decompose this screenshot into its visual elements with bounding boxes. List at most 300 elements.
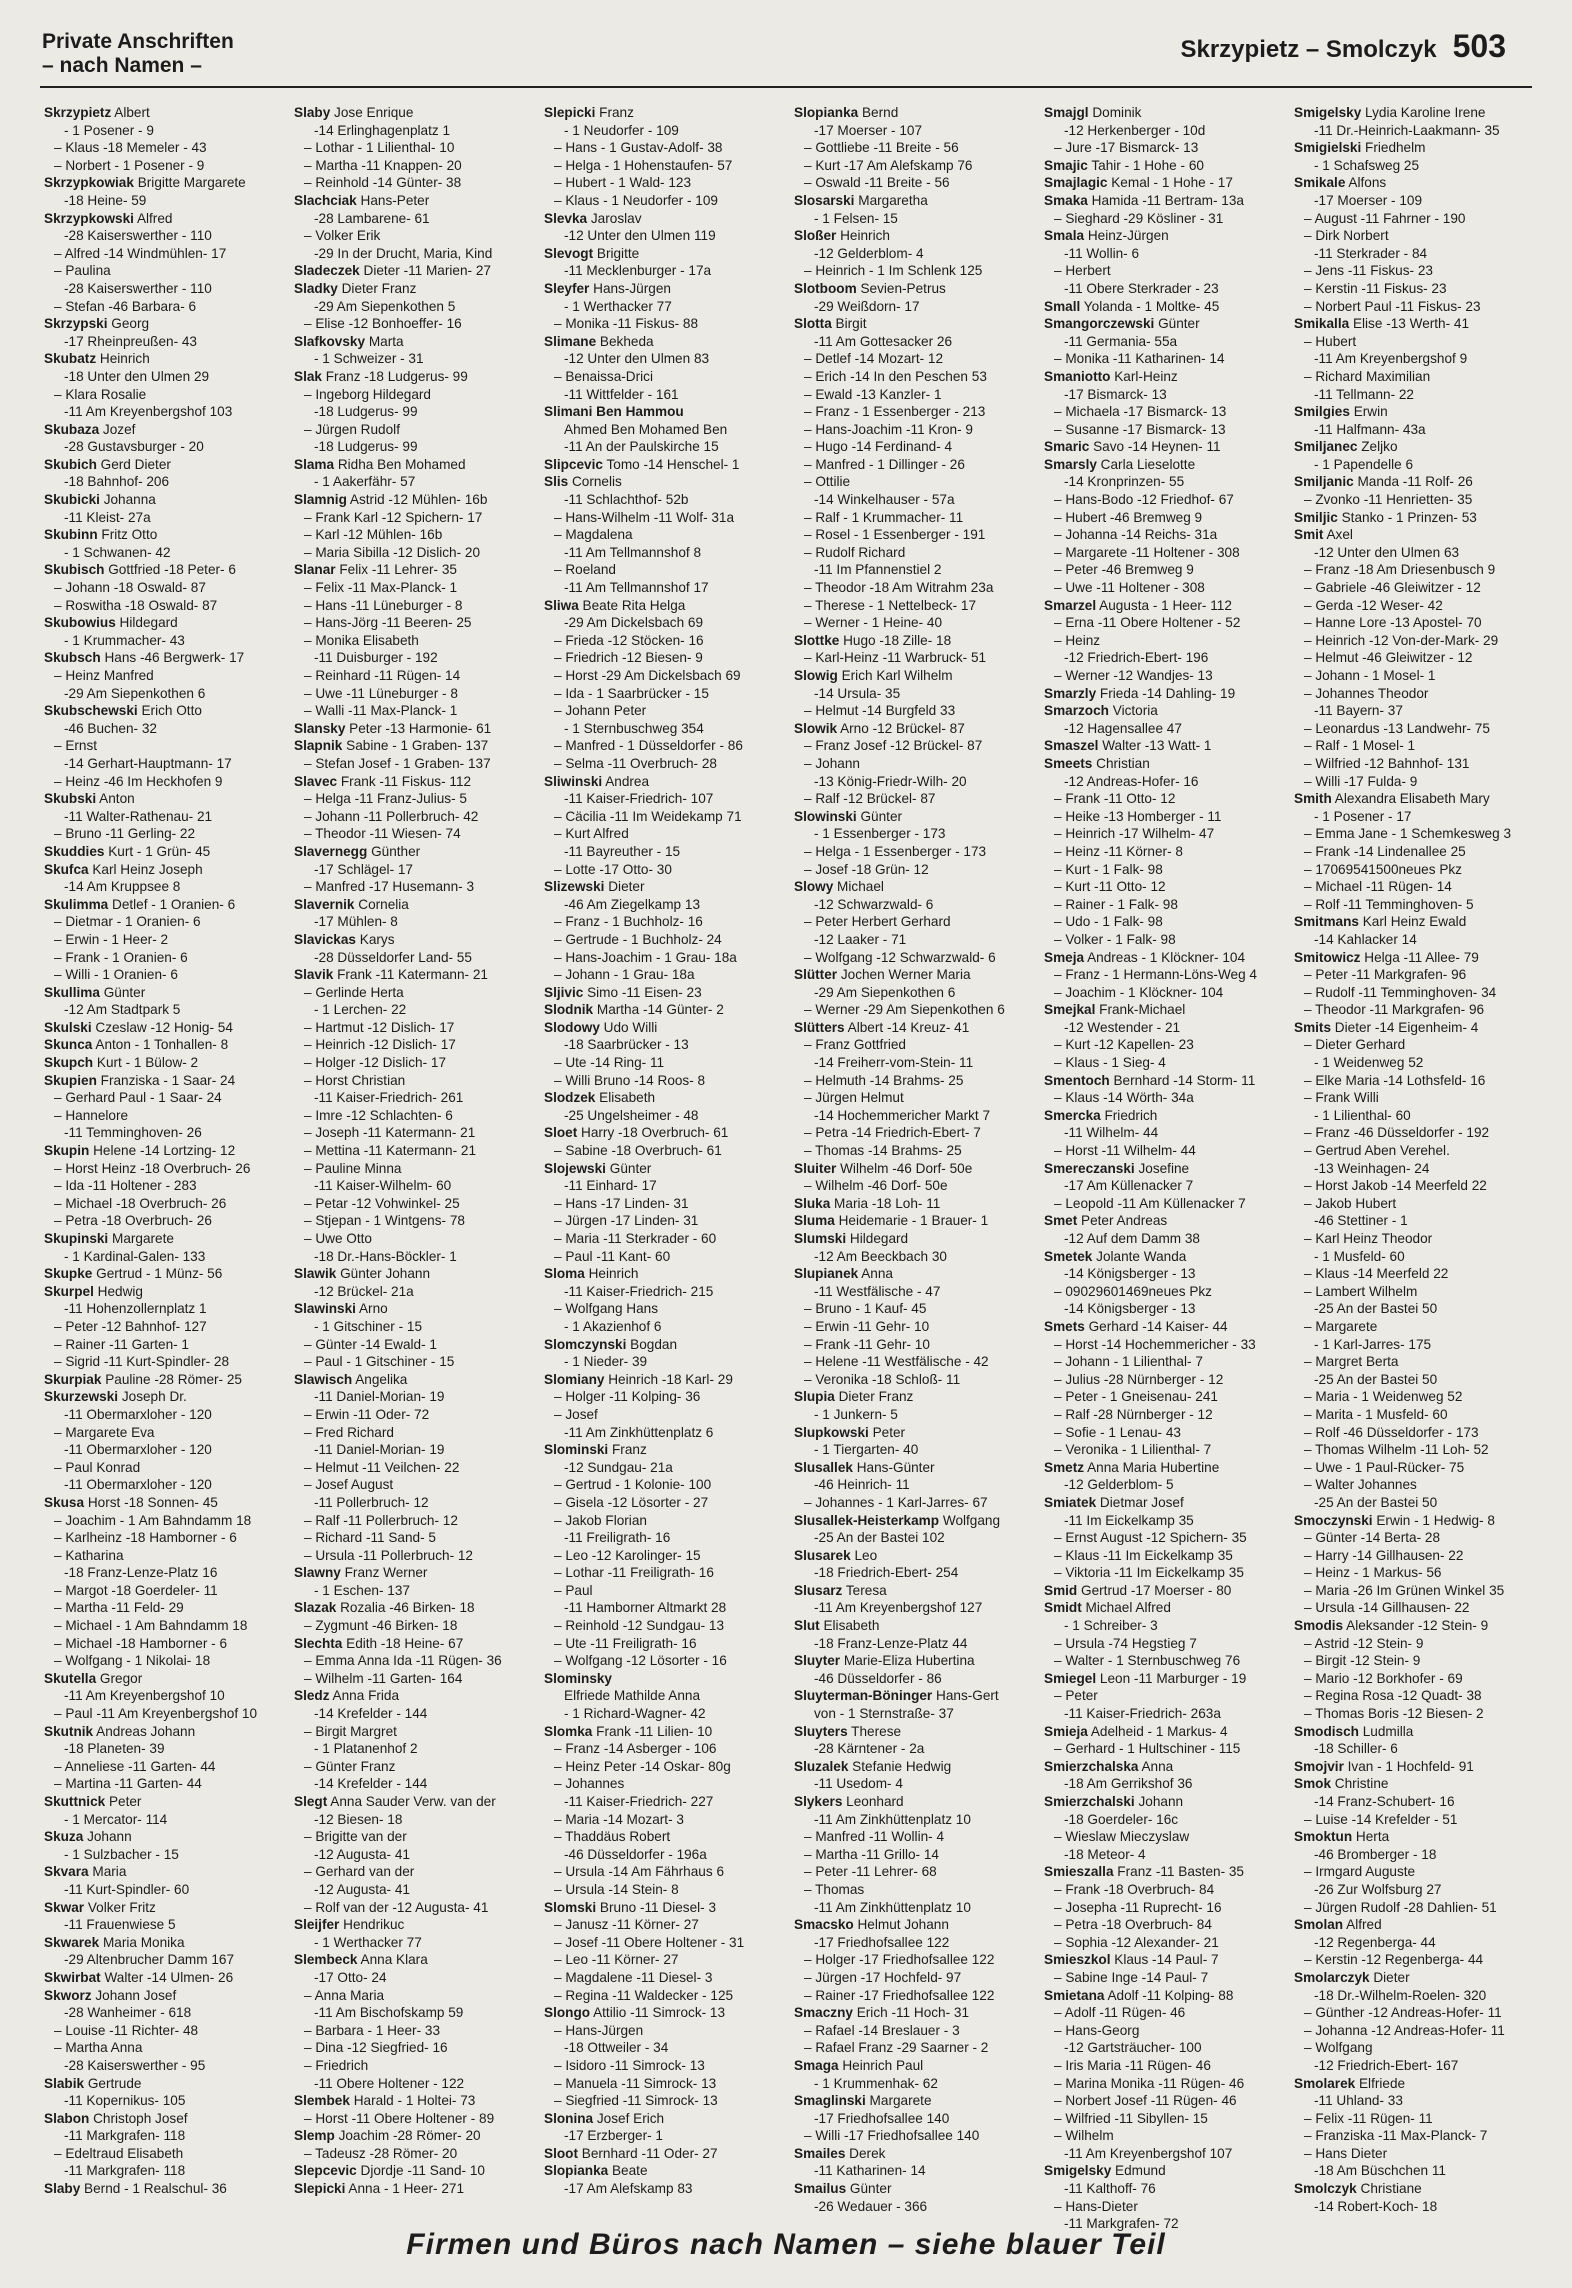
directory-columns: [44, 104, 1534, 2232]
surname: Skupien: [44, 1072, 97, 1088]
directory-entry: Smereczanski Josefine: [1044, 1160, 1190, 1176]
directory-entry: – Willi Bruno -14 Roos- 8: [554, 1072, 706, 1088]
directory-entry: – Wilfried -12 Bahnhof- 131: [1304, 755, 1470, 771]
directory-entry: Smentoch Bernhard -14 Storm- 11: [1044, 1072, 1256, 1088]
surname: Skulski: [44, 1019, 92, 1035]
surname: Sladeczek: [294, 263, 360, 279]
directory-entry: – Joachim - 1 Am Bahndamm 18: [54, 1512, 252, 1528]
surname: Skunca: [44, 1037, 93, 1053]
directory-entry: – Werner -29 Am Siepenkothen 6: [804, 1002, 1005, 1018]
directory-entry: Slupkowski Peter: [794, 1424, 906, 1440]
directory-entry: – Jakob Hubert: [1304, 1195, 1397, 1211]
directory-entry: -14 Königsberger - 13: [1064, 1266, 1196, 1282]
directory-entry: - 1 Schreiber- 3: [1064, 1618, 1158, 1634]
surname: Smiljic: [1294, 509, 1338, 525]
directory-entry: – Johann - 1 Mosel- 1: [1304, 668, 1436, 683]
directory-entry: Smojvir Ivan - 1 Hochfeld- 91: [1294, 1758, 1474, 1774]
directory-entry: – Peter -46 Bremweg 9: [1054, 562, 1194, 578]
directory-entry: -14 Franz-Schubert- 16: [1314, 1794, 1455, 1809]
column-2: [294, 104, 534, 2208]
surname: Slavernik: [294, 896, 355, 912]
directory-entry: Sliwinski Andrea: [544, 773, 650, 789]
directory-entry: – Hans-Wilhelm -11 Wolf- 31a: [554, 509, 735, 525]
surname: Slopianka: [794, 105, 859, 120]
directory-entry: -11 Am Kreyenbergshof 103: [64, 404, 233, 420]
directory-entry: Smaszel Walter -13 Watt- 1: [1044, 738, 1212, 754]
directory-entry: – Peter: [1054, 1688, 1098, 1704]
surname: Skuza: [44, 1829, 84, 1845]
directory-entry: Slawik Günter Johann: [294, 1266, 431, 1282]
surname: Skurpiak: [44, 1371, 102, 1387]
directory-entry: -46 Stettiner - 1: [1314, 1213, 1408, 1229]
directory-entry: – Uwe - 1 Paul-Rücker- 75: [1304, 1459, 1465, 1475]
surname: Smigelsky: [1294, 105, 1362, 120]
surname: Sladky: [294, 280, 338, 296]
directory-entry: – Manuela -11 Simrock- 13: [554, 2075, 717, 2091]
directory-entry: Slusarz Teresa: [794, 1582, 887, 1598]
directory-entry: – Uwe -11 Holtener - 308: [1054, 580, 1205, 596]
directory-entry: -12 Unter den Ulmen 119: [564, 228, 716, 244]
directory-entry: – Ursula -74 Hegstieg 7: [1054, 1635, 1197, 1651]
directory-entry: – Paulina: [54, 263, 111, 279]
surname: Slepicki: [544, 105, 596, 120]
directory-entry: Slodowy Udo Willi: [544, 1019, 658, 1035]
directory-entry: -11 Bayreuther - 15: [564, 843, 681, 859]
directory-entry: -18 Unter den Ulmen 29: [64, 368, 210, 384]
directory-entry: -11 Am Kreyenbergshof 10: [64, 1688, 225, 1704]
directory-entry: – Viktoria -11 Im Eickelkamp 35: [1054, 1565, 1244, 1581]
directory-entry: Slamnig Astrid -12 Mühlen- 16b: [294, 492, 488, 508]
directory-entry: – Ottilie: [804, 474, 851, 490]
directory-entry: – Felix -11 Rügen- 11: [1304, 2110, 1433, 2126]
directory-entry: Slis Cornelis: [544, 474, 622, 490]
directory-entry: – Sofie - 1 Lenau- 43: [1054, 1424, 1181, 1440]
directory-entry: – Johann: [804, 755, 860, 771]
directory-entry: – Siegfried -11 Simrock- 13: [554, 2093, 718, 2109]
directory-entry: -18 Planeten- 39: [64, 1741, 165, 1757]
directory-entry: -11 Kleist- 27a: [64, 509, 151, 525]
directory-entry: – Kerstin -12 Regenberga- 44: [1304, 1952, 1484, 1968]
surname: Smieszalla: [1044, 1864, 1114, 1880]
directory-entry: Skutella Gregor: [44, 1670, 143, 1686]
directory-entry: -28 Düsseldorfer Land- 55: [314, 949, 472, 965]
surname: Sluka: [794, 1195, 831, 1211]
directory-entry: Smikale Alfons: [1294, 175, 1387, 191]
directory-entry: -11 Kopernikus- 105: [64, 2093, 186, 2109]
directory-entry: – Felix -11 Max-Planck- 1: [304, 580, 458, 596]
directory-entry: -11 Einhard- 17: [564, 1178, 657, 1194]
directory-entry: Skulimma Detlef - 1 Oranien- 6: [44, 896, 236, 912]
directory-entry: – Ralf -28 Nürnberger - 12: [1054, 1406, 1213, 1422]
directory-entry: Sluzalek Stefanie Hedwig: [794, 1758, 952, 1774]
directory-entry: – Karl-Heinz -11 Warbruck- 51: [804, 650, 987, 666]
directory-entry: – Peter - 1 Gneisenau- 241: [1054, 1389, 1218, 1405]
directory-entry: – Margarete -11 Holtener - 308: [1054, 544, 1240, 560]
surname: Slama: [294, 456, 335, 472]
directory-entry: – Anneliese -11 Garten- 44: [54, 1758, 216, 1774]
directory-entry: – Oswald -11 Breite - 56: [804, 175, 950, 191]
surname: Sledz: [294, 1688, 330, 1704]
directory-entry: -18 Bahnhof- 206: [64, 474, 170, 490]
directory-entry: -11 Kaiser-Wilhelm- 60: [314, 1178, 452, 1194]
surname: Slepcevic: [294, 2163, 357, 2179]
directory-entry: Slottke Hugo -18 Zille- 18: [794, 632, 952, 648]
directory-entry: – Hanne Lore -13 Apostel- 70: [1304, 615, 1482, 631]
directory-entry: – Thomas Boris -12 Biesen- 2: [1304, 1706, 1484, 1722]
directory-entry: – Manfred -11 Wollin- 4: [804, 1829, 945, 1845]
directory-entry: – Rainer - 1 Falk- 98: [1054, 896, 1178, 912]
directory-entry: -18 Dr.-Wilhelm-Roelen- 320: [1314, 1987, 1487, 2003]
directory-entry: – Helmut -14 Burgfeld 33: [804, 703, 956, 719]
directory-entry: -11 Obere Sterkrader - 23: [1064, 280, 1219, 296]
directory-entry: – Herbert: [1054, 263, 1111, 279]
surname: Slowik: [794, 720, 838, 736]
directory-entry: Smodisch Ludmilla: [1294, 1723, 1414, 1739]
directory-entry: -11 Kaiser-Friedrich- 263a: [1064, 1706, 1221, 1722]
directory-entry: – Friedrich -12 Biesen- 9: [554, 650, 703, 666]
surname: Smolan: [1294, 1917, 1344, 1933]
surname: Skwar: [44, 1899, 85, 1915]
directory-entry: – Sophia -12 Alexander- 21: [1054, 1934, 1219, 1950]
directory-entry: Slembeck Anna Klara: [294, 1952, 428, 1968]
directory-entry: - 1 Tiergarten- 40: [814, 1442, 919, 1458]
surname: Slowig: [794, 668, 838, 683]
directory-entry: – Hans Dieter: [1304, 2145, 1388, 2161]
directory-entry: – Magdalena: [554, 527, 633, 543]
directory-entry: -14 Krefelder - 144: [314, 1776, 428, 1792]
directory-entry: – Rainer -11 Garten- 1: [54, 1336, 189, 1352]
directory-entry: – Theodor -18 Am Witrahm 23a: [804, 580, 994, 596]
directory-entry: -17 Schlägel- 17: [314, 861, 413, 877]
column-5: [1044, 104, 1284, 2232]
surname: Smeets: [1044, 755, 1093, 771]
surname: Smigielski: [1294, 140, 1362, 156]
directory-entry: - 1 Neudorfer - 109: [564, 122, 679, 138]
surname: Skwarek: [44, 1934, 100, 1950]
directory-entry: – Rudolf Richard: [804, 544, 906, 560]
directory-entry: – Klaus -14 Meerfeld 22: [1304, 1266, 1449, 1282]
surname: Slavernegg: [294, 843, 368, 859]
directory-entry: - 1 Posener - 9: [64, 122, 154, 138]
surname: Slawik: [294, 1266, 337, 1282]
directory-entry: -25 Ungelsheimer - 48: [564, 1107, 699, 1123]
directory-entry: – Willi -17 Fulda- 9: [1304, 773, 1418, 789]
directory-entry: – Horst -14 Hochemmericher - 33: [1054, 1336, 1256, 1352]
directory-entry: – Frank -11 Gehr- 10: [804, 1336, 930, 1352]
directory-entry: – Anna Maria: [304, 1987, 385, 2003]
directory-entry: -18 Schiller- 6: [1314, 1741, 1398, 1757]
directory-entry: – Hans-Joachim -11 Kron- 9: [804, 421, 973, 437]
directory-entry: -11 Markgrafen- 118: [64, 2163, 186, 2179]
directory-entry: Skwarek Maria Monika: [44, 1934, 185, 1950]
directory-entry: - 1 Lilienthal- 60: [1314, 1107, 1411, 1123]
directory-entry: – Jürgen -17 Linden- 31: [554, 1213, 699, 1229]
surname: Skuttnick: [44, 1794, 106, 1809]
surname: Slomka: [544, 1723, 593, 1739]
directory-entry: – Willi - 1 Oranien- 6: [54, 967, 178, 983]
directory-entry: – Franz Gottfried: [804, 1037, 906, 1053]
directory-entry: Slusarek Leo: [794, 1547, 878, 1563]
directory-entry: – Josef: [554, 1406, 598, 1422]
directory-entry: – Martha -11 Grillo- 14: [804, 1846, 939, 1862]
directory-entry: -12 Unter den Ulmen 83: [564, 351, 710, 367]
directory-entry: -26 Zur Wolfsburg 27: [1314, 1881, 1442, 1897]
directory-entry: Slizewski Dieter: [544, 879, 645, 895]
directory-entry: - 1 Lerchen- 22: [314, 1002, 407, 1018]
directory-entry: – Hubert: [1304, 333, 1357, 349]
directory-entry: Skubsch Hans -46 Bergwerk- 17: [44, 650, 245, 666]
directory-entry: – Stjepan - 1 Wintgens- 78: [304, 1213, 465, 1229]
directory-entry: – Ewald -13 Kanzler- 1: [804, 386, 942, 402]
directory-entry: Skubatz Heinrich: [44, 351, 150, 367]
directory-entry: -18 Ludgerus- 99: [314, 404, 418, 420]
directory-entry: Smaric Savo -14 Heynen- 11: [1044, 439, 1221, 455]
directory-entry: - 1 Junkern- 5: [814, 1406, 898, 1422]
directory-entry: – Horst -11 Wilhelm- 44: [1054, 1143, 1196, 1159]
surname: Sloßer: [794, 228, 837, 244]
directory-entry: Smajic Tahir - 1 Hohe - 60: [1044, 157, 1204, 173]
surname: Slevogt: [544, 245, 594, 261]
directory-entry: – Josepha -11 Ruprecht- 16: [1054, 1899, 1222, 1915]
directory-entry: – Heinrich -17 Wilhelm- 47: [1054, 826, 1215, 842]
directory-entry: – Horst Christian: [304, 1072, 406, 1088]
directory-entry: Slabik Gertrude: [44, 2075, 142, 2091]
directory-entry: – Norbert Josef -11 Rügen- 46: [1054, 2093, 1237, 2109]
directory-entry: – Fred Richard: [304, 1424, 394, 1440]
directory-entry: -29 Am Siepenkothen 5: [314, 298, 456, 314]
directory-entry: – Jakob Florian: [554, 1512, 647, 1528]
directory-entry: -29 In der Drucht, Maria, Kind: [314, 245, 493, 261]
directory-entry: – Benaissa-Drici: [554, 368, 653, 384]
directory-entry: - 1 Papendelle 6: [1314, 456, 1414, 472]
directory-entry: – Ralf - 1 Mosel- 1: [1304, 738, 1416, 754]
directory-entry: Slojewski Günter: [544, 1160, 652, 1176]
directory-entry: Slomski Bruno -11 Diesel- 3: [544, 1899, 717, 1915]
directory-entry: – Friedrich: [304, 2057, 369, 2073]
directory-entry: Slut Elisabeth: [794, 1618, 880, 1634]
directory-entry: – Sabine -18 Overbruch- 61: [554, 1143, 722, 1159]
directory-entry: – Wilhelm -46 Dorf- 50e: [804, 1178, 948, 1194]
directory-entry: Smiljanec Zeljko: [1294, 439, 1398, 455]
directory-entry: – Petar -12 Vohwinkel- 25: [304, 1195, 460, 1211]
directory-entry: Sluiter Wilhelm -46 Dorf- 50e: [794, 1160, 973, 1176]
directory-entry: – Elise -12 Bonhoeffer- 16: [304, 316, 462, 332]
directory-entry: – Kurt -17 Am Alefskamp 76: [804, 157, 973, 173]
surname: Sluyters: [794, 1723, 848, 1739]
directory-entry: – Zvonko -11 Henrietten- 35: [1304, 492, 1473, 508]
surname: Smacsko: [794, 1917, 854, 1933]
directory-entry: -18 Saarbrücker - 13: [564, 1037, 689, 1053]
directory-entry: -18 Am Büschchen 11: [1314, 2163, 1446, 2179]
surname: Slawinski: [294, 1301, 356, 1317]
section-heading-line2: – nach Namen –: [42, 54, 202, 77]
surname: Slazak: [294, 1600, 337, 1616]
directory-entry: Smigielski Friedhelm: [1294, 140, 1426, 156]
directory-entry: – Margarete: [1304, 1318, 1378, 1334]
surname: Skwirbat: [44, 1969, 101, 1985]
directory-entry: Slykers Leonhard: [794, 1794, 904, 1809]
directory-entry: – Paul -11 Am Kreyenbergshof 10: [54, 1706, 258, 1722]
directory-entry: – Karlheinz -18 Hamborner - 6: [54, 1530, 237, 1546]
directory-entry: – Johann -11 Pollerbruch- 42: [304, 808, 479, 824]
surname: Skubich: [44, 456, 97, 472]
directory-entry: – Karl -12 Mühlen- 16b: [304, 527, 443, 543]
surname: Slominsky: [544, 1670, 612, 1686]
directory-entry: Skrzypkowski Alfred: [44, 210, 173, 226]
surname: Sliwa: [544, 597, 579, 613]
surname: Slopianka: [544, 2163, 609, 2179]
directory-entry: Skupch Kurt - 1 Bülow- 2: [44, 1055, 199, 1071]
directory-entry: – Reinhold -12 Sundgau- 13: [554, 1618, 725, 1634]
directory-entry: – Gertrude - 1 Buchholz- 24: [554, 931, 722, 947]
directory-entry: Smetek Jolante Wanda: [1044, 1248, 1187, 1264]
directory-entry: -14 Am Kruppsee 8: [64, 879, 181, 895]
directory-entry: Smit Axel: [1294, 527, 1353, 543]
directory-entry: – Wolfgang Hans: [554, 1301, 659, 1317]
directory-entry: – Frieda -12 Stöcken- 16: [554, 632, 704, 648]
surname: Slowinski: [794, 808, 857, 824]
directory-entry: – Willi -17 Friedhofsallee 140: [804, 2128, 980, 2144]
directory-entry: – Klaus -18 Memeler - 43: [54, 140, 207, 156]
directory-entry: – Holger -11 Kolping- 36: [554, 1389, 701, 1405]
directory-entry: -11 Markgrafen- 118: [64, 2128, 186, 2144]
directory-entry: Skupin Helene -14 Lortzing- 12: [44, 1143, 236, 1159]
directory-entry: – Maria -11 Sterkrader - 60: [554, 1231, 717, 1246]
directory-entry: Smarsly Carla Lieselotte: [1044, 456, 1196, 472]
directory-entry: -11 Kurt-Spindler- 60: [64, 1881, 190, 1897]
directory-entry: – Klara Rosalie: [54, 386, 147, 402]
surname: Slavec: [294, 773, 338, 789]
directory-entry: – Gerhard van der: [304, 1864, 415, 1880]
directory-entry: – Gottliebe -11 Breite - 56: [804, 140, 959, 156]
header-rule: [40, 86, 1532, 88]
directory-entry: – Lambert Wilhelm: [1304, 1283, 1418, 1299]
surname: Sljivic: [544, 984, 584, 1000]
directory-entry: Slawinski Arno: [294, 1301, 388, 1317]
directory-entry: – Walter - 1 Sternbuschweg 76: [1054, 1653, 1241, 1669]
directory-entry: – Günter -14 Berta- 28: [1304, 1530, 1441, 1546]
directory-entry: -28 Kaiserswerther - 95: [64, 2057, 206, 2073]
directory-entry: Smejkal Frank-Michael: [1044, 1002, 1186, 1018]
directory-entry: - 1 Sternbuschweg 354: [564, 720, 704, 736]
directory-entry: Skrzypietz Albert: [44, 105, 150, 120]
directory-entry: -11 Daniel-Morian- 19: [314, 1442, 445, 1458]
surname: Smierzchalska: [1044, 1758, 1139, 1774]
directory-entry: Slembek Harald - 1 Holtei- 73: [294, 2093, 476, 2109]
directory-entry: – Horst -29 Am Dickelsbach 69: [554, 668, 741, 683]
directory-entry: Slominski Franz: [544, 1442, 647, 1458]
surname: Smets: [1044, 1318, 1085, 1334]
directory-entry: Smangorczewski Günter: [1044, 316, 1200, 332]
surname: Smaric: [1044, 439, 1090, 455]
surname: Slegt: [294, 1794, 328, 1809]
directory-entry: Slavernegg Günther: [294, 843, 421, 859]
directory-entry: – Thomas -14 Brahms- 25: [804, 1143, 962, 1159]
directory-entry: -11 Kaiser-Friedrich- 107: [564, 791, 714, 807]
directory-entry: -14 Freiherr-vom-Stein- 11: [814, 1055, 974, 1071]
directory-entry: – Janusz -11 Körner- 27: [554, 1917, 699, 1933]
directory-entry: -11 Mecklenburger - 17a: [564, 263, 712, 279]
surname: Slafkovsky: [294, 333, 366, 349]
directory-entry: Slupianek Anna: [794, 1266, 893, 1282]
page-number: 503: [1452, 28, 1506, 64]
directory-entry: -11 Am Tellmannshof 17: [564, 580, 709, 596]
directory-entry: – Regina -11 Waldecker - 125: [554, 1987, 734, 2003]
directory-entry: - 1 Schafsweg 25: [1314, 157, 1420, 173]
directory-entry: – Hans-Bodo -12 Friedhof- 67: [1054, 492, 1234, 508]
directory-entry: – Birgit -12 Stein- 9: [1304, 1653, 1421, 1669]
directory-entry: -12 Augusta- 41: [314, 1846, 410, 1862]
surname: Slabon: [44, 2110, 90, 2126]
surname: Smarsly: [1044, 456, 1097, 472]
surname: Smentoch: [1044, 1072, 1110, 1088]
surname: Sluiter: [794, 1160, 837, 1176]
directory-entry: -11 Westfälische - 47: [814, 1283, 941, 1299]
directory-entry: – Helga -11 Franz-Julius- 5: [304, 791, 467, 807]
surname: Skuddies: [44, 843, 105, 859]
directory-entry: -12 Brückel- 21a: [314, 1283, 414, 1299]
directory-entry: Sljivic Simo -11 Eisen- 23: [544, 984, 702, 1000]
surname: Smoczynski: [1294, 1512, 1373, 1528]
directory-entry: Smetz Anna Maria Hubertine: [1044, 1459, 1220, 1475]
surname: Smoktun: [1294, 1829, 1353, 1845]
directory-entry: -28 Lambarene- 61: [314, 210, 430, 226]
directory-entry: – Johannes Theodor: [1304, 685, 1429, 701]
name-range: Skrzypietz – Smolczyk: [1180, 36, 1437, 63]
surname: Slut: [794, 1618, 820, 1634]
directory-entry: Slosarski Margaretha: [794, 192, 928, 208]
directory-entry: – Monika Elisabeth: [304, 632, 419, 648]
directory-entry: – Günter -14 Ewald- 1: [304, 1336, 437, 1352]
surname: Smangorczewski: [1044, 316, 1155, 332]
directory-entry: Smaka Hamida -11 Bertram- 13a: [1044, 192, 1244, 208]
section-heading-line1: Private Anschriften: [42, 30, 234, 53]
directory-entry: -11 Schlachthof- 52b: [564, 492, 689, 508]
directory-entry: – Heinrich -12 Von-der-Mark- 29: [1304, 632, 1499, 648]
surname: Smarzel: [1044, 597, 1097, 613]
directory-entry: – Dina -12 Siegfried- 16: [304, 2040, 448, 2056]
directory-entry: Slavec Frank -11 Fiskus- 112: [294, 773, 472, 789]
directory-entry: – Gerlinde Herta: [304, 984, 404, 1000]
directory-entry: - 1 Weidenweg 52: [1314, 1055, 1424, 1071]
surname: Skubowius: [44, 615, 116, 631]
directory-entry: - 1 Schweizer - 31: [314, 351, 424, 367]
surname: Smaga: [794, 2057, 839, 2073]
directory-entry: Slansky Peter -13 Harmonie- 61: [294, 720, 492, 736]
surname: Smala: [1044, 228, 1085, 244]
surname: Slumski: [794, 1231, 847, 1246]
directory-entry: – Heinz Manfred: [54, 668, 154, 683]
directory-entry: – Walter Johannes: [1304, 1477, 1417, 1493]
directory-entry: – Johannes: [554, 1776, 625, 1792]
directory-entry: – Peter -11 Markgrafen- 96: [1304, 967, 1467, 983]
directory-entry: – Ute -14 Ring- 11: [554, 1055, 665, 1071]
directory-entry: -11 Obere Holtener - 122: [314, 2075, 465, 2091]
directory-entry: -11 Im Pfannenstiel 2: [814, 562, 942, 578]
directory-entry: Slawny Franz Werner: [294, 1565, 428, 1581]
directory-entry: – Gerhard - 1 Hultschiner - 115: [1054, 1741, 1241, 1757]
surname: Slupkowski: [794, 1424, 869, 1440]
surname: Slomczynski: [544, 1336, 627, 1352]
directory-entry: Smits Dieter -14 Eigenheim- 4: [1294, 1019, 1479, 1035]
directory-entry: – Volker Erik: [304, 228, 381, 244]
directory-entry: – Johann - 1 Grau- 18a: [554, 967, 695, 983]
directory-entry: Smid Gertrud -17 Moerser - 80: [1044, 1582, 1232, 1598]
directory-entry: – Heinrich - 1 Im Schlenk 125: [804, 263, 983, 279]
directory-entry: – Reinhold -14 Günter- 38: [304, 175, 462, 191]
directory-entry: – Margot -18 Goerdeler- 11: [54, 1582, 218, 1598]
directory-entry: – Imre -12 Schlachten- 6: [304, 1107, 453, 1123]
